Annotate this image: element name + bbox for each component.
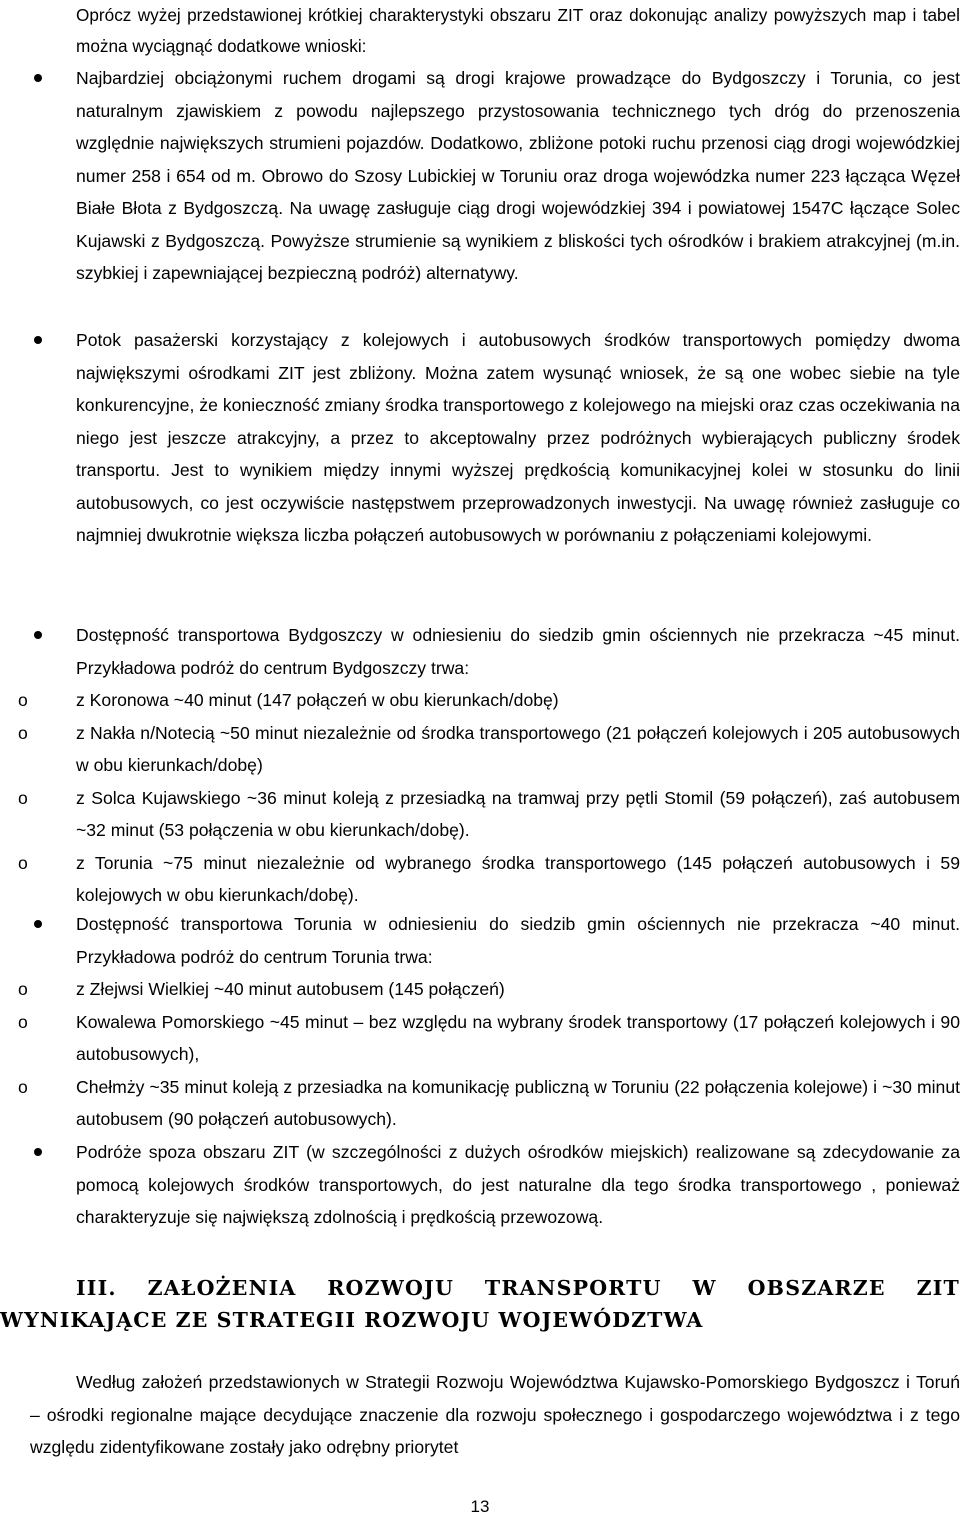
section-heading: [0, 1272, 960, 1336]
bullet-item-bydgoszcz-access: [18, 619, 960, 912]
sub-list-item: o Chełmży ~35 minut koleją z przesiadka na komunikację publiczną w Toruniu (22 połączenia kolejowe) i ~30 minut autobusem (90 połączeń autobusowych).: [0, 1071, 960, 1136]
section-heading-line-2: WYNIKAJĄCE ZE STRATEGII ROZWOJU WOJEWÓDZTWA: [0, 1308, 704, 1332]
sub-list: [0, 684, 960, 912]
page-number: 13: [470, 1497, 490, 1516]
sub-list-item: o z Solca Kujawskiego ~36 minut koleją z przesiadką na tramwaj przy pętli Stomil (59 połączeń), zaś autobusem ~32 minut (53 połączenia w obu kierunkach/dobę).: [0, 782, 960, 847]
sub-list-item: o z Koronowa ~40 minut (147 połączeń w obu kierunkach/dobę): [0, 684, 960, 717]
closing-paragraph: Według założeń przedstawionych w Strategii Rozwoju Województwa Kujawsko-Pomorskiego Bydgoszcz i Toruń – ośrodki regionalne mające decydujące znaczenie dla rozwoju społecznego i gospodarczego województwa i z tego względu zidentyfikowane zostały jako odrębny priorytet: [30, 1372, 960, 1457]
bullet-item-roads: [76, 62, 960, 290]
sub-list-marker: o: [18, 690, 28, 710]
bullet-item-torun-access: [18, 908, 960, 1136]
bullet-text: Podróże spoza obszaru ZIT (w szczególności z dużych ośrodków miejskich) realizowane są zdecydowanie za pomocą kolejowych środków transportowych, do jest naturalne dla tego środka transportowego , ponieważ charakteryzuje się największą zdolnością i prędkością przewozową.: [76, 1142, 960, 1227]
bullet-dot-icon: [34, 1148, 42, 1156]
bullet-dot-icon: [34, 920, 42, 928]
sub-list-marker: o: [18, 852, 28, 873]
bullet-dot-icon: [34, 74, 42, 82]
sub-list-item: o z Torunia ~75 minut niezależnie od wybranego środka transportowego (145 połączeń autobusowych i 59 kolejowych w obu kierunkach/dobę).: [0, 847, 960, 912]
sub-list-marker: o: [18, 787, 28, 808]
bullet-item-external-trips: [76, 1136, 960, 1234]
sub-list-item: o z Nakła n/Notecią ~50 minut niezależnie od środka transportowego (21 połączeń kolejowych i 205 autobusowych w obu kierunkach/dobę): [0, 717, 960, 782]
sub-list-marker: o: [18, 979, 28, 999]
sub-list-item: o Kowalewa Pomorskiego ~45 minut – bez względu na wybrany środek transportowy (17 połączeń kolejowych i 90 autobusowych),: [0, 1006, 960, 1071]
bullet-text: Najbardziej obciążonymi ruchem drogami są drogi krajowe prowadzące do Bydgoszczy i Torunia, co jest naturalnym zjawiskiem z powodu najlepszego przystosowania technicznego tych dróg do przenoszenia względnie największych strumieni pojazdów. Dodatkowo, zbliżone potoki ruchu przenosi ciąg drogi wojewódzkiej numer 258 i 654 od m. Obrowo do Szosy Lubickiej w Toruniu oraz droga wojewódzka numer 223 łącząca Węzeł Białe Błota z Bydgoszczą. Na uwagę zasługuje ciąg drogi wojewódzkiej 394 i powiatowej 1547C łączące Solec Kujawski z Bydgoszczą. Powyższe strumienie są wynikiem z bliskości tych ośrodków i brakiem atrakcyjnej (m.in. szybkiej i zapewniającej bezpieczną podróż) alternatywy.: [76, 68, 960, 283]
bullet-dot-icon: [34, 631, 42, 639]
bullet-text: Potok pasażerski korzystający z kolejowych i autobusowych środków transportowych pomiędzy dwoma największymi ośrodkami ZIT jest zbliżony. Można zatem wysunąć wniosek, że są one wobec siebie na tyle konkurencyjne, że konieczność zmiany środka transportowego z kolejowego na miejski oraz czas oczekiwania na niego jest jeszcze atrakcyjny, a przez to akceptowalny przez podróżnych wybierających publiczny środek transportu. Jest to wynikiem między innymi wyższej prędkością komunikacyjnej kolei w stosunku do linii autobusowych, co jest oczywiście następstwem przeprowadzonych inwestycji. Na uwagę również zasługuje co najmniej dwukrotnie większa liczba połączeń autobusowych w porównaniu z połączeniami kolejowymi.: [76, 330, 960, 545]
sub-list: [0, 973, 960, 1136]
section-heading-line-1: III. ZAŁOŻENIA ROZWOJU TRANSPORTU W OBSZARZE ZIT: [76, 1276, 960, 1300]
sub-list-marker: o: [18, 722, 28, 743]
sub-list-marker: o: [18, 1076, 28, 1097]
bullet-item-passengers: [76, 324, 960, 552]
bullet-text: Dostępność transportowa Bydgoszczy w odniesieniu do siedzib gmin ościennych nie przekracza ~45 minut. Przykładowa podróż do centrum Bydgoszczy trwa:: [76, 625, 960, 678]
bullet-text: Dostępność transportowa Torunia w odniesieniu do siedzib gmin ościennych nie przekracza ~40 minut. Przykładowa podróż do centrum Torunia trwa:: [76, 914, 960, 967]
sub-list-marker: o: [18, 1011, 28, 1032]
sub-list-item: o z Złejwsi Wielkiej ~40 minut autobusem (145 połączeń): [0, 973, 960, 1006]
bullet-dot-icon: [34, 336, 42, 344]
intro-paragraph: Oprócz wyżej przedstawionej krótkiej charakterystyki obszaru ZIT oraz dokonując analizy powyższych map i tabel można wyciągnąć dodatkowe wnioski:: [76, 5, 960, 56]
